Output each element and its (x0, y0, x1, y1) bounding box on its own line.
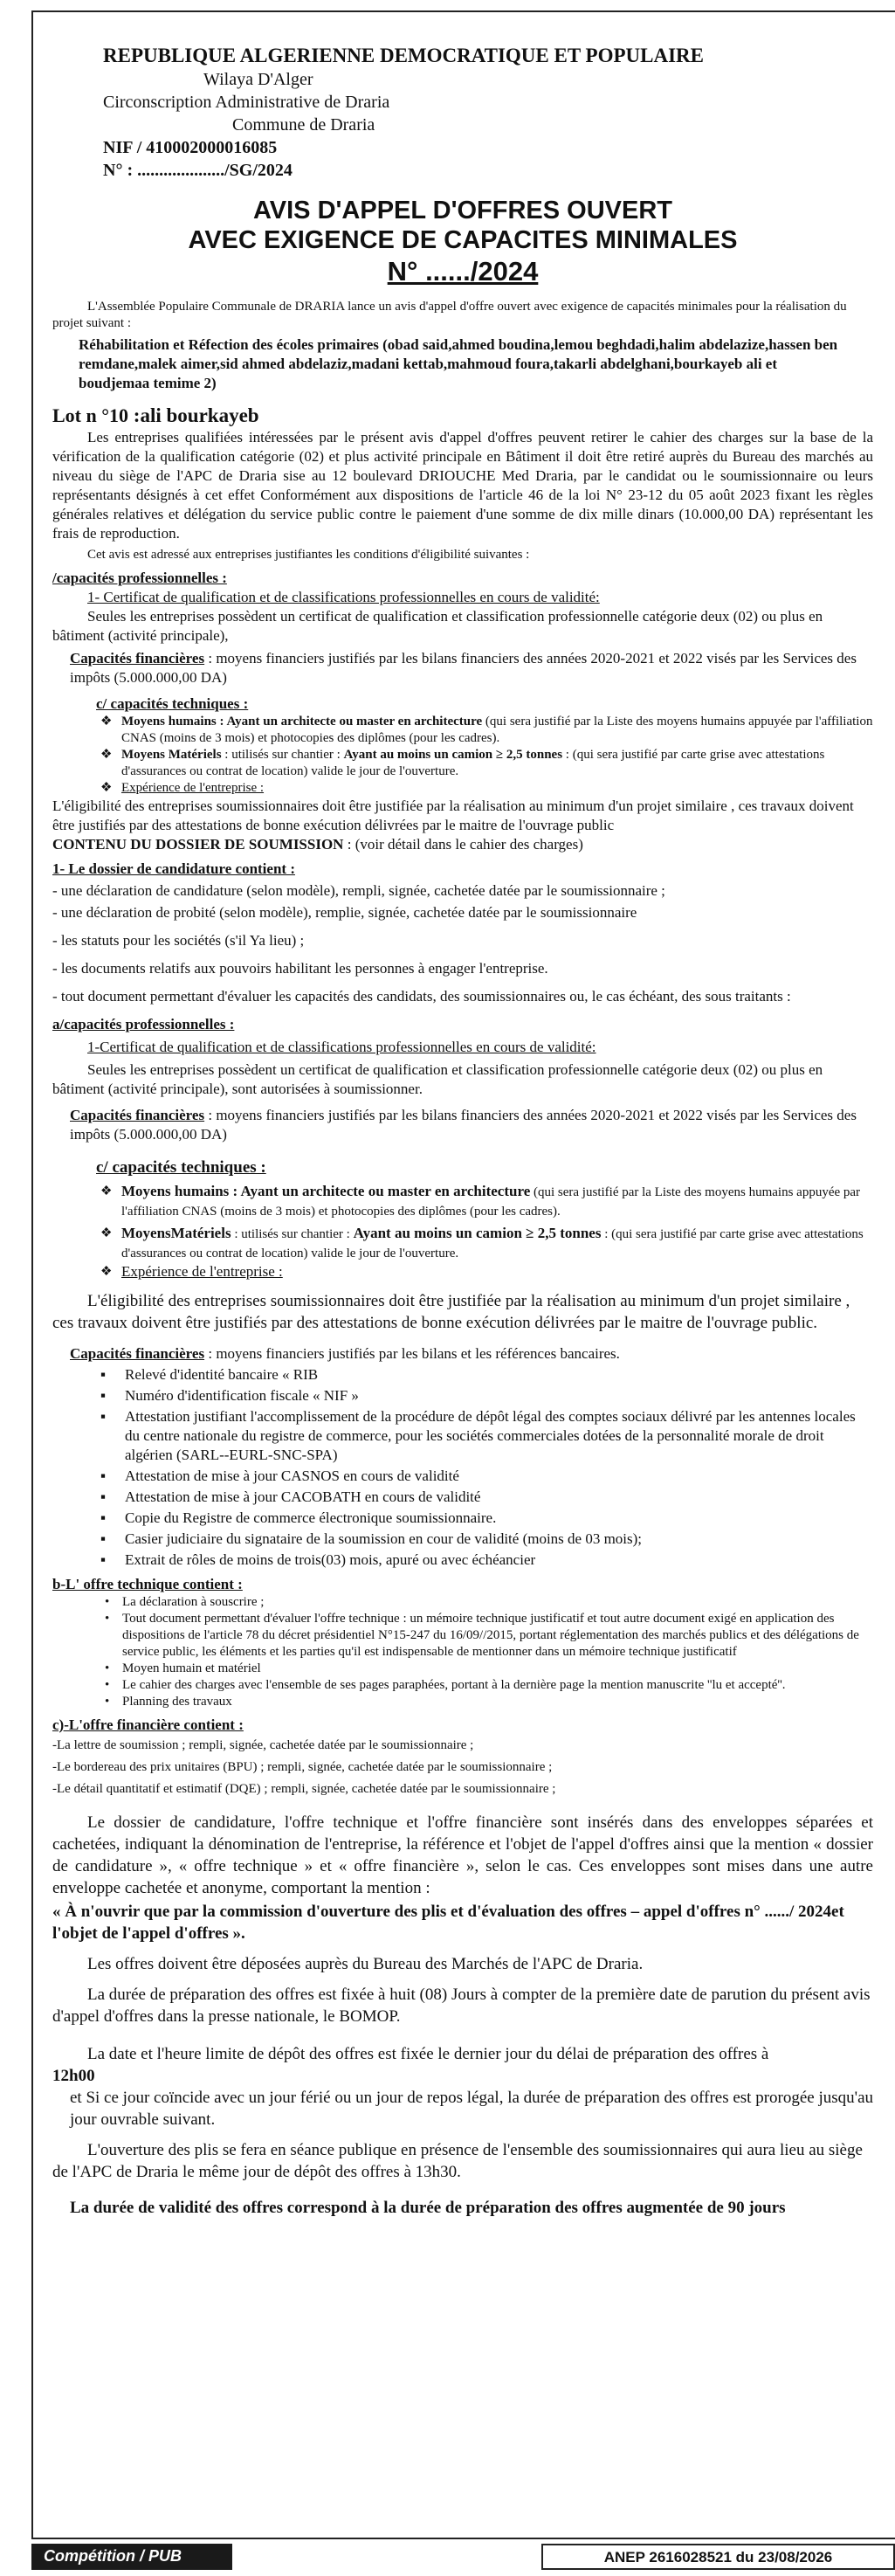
s2-hum-text: (qui sera justifié par la Liste des moyens humains appuyée par l'affiliation CNAS (moins de 3 mois) et photocopies des diplômes (pour les cadres). (121, 1185, 861, 1219)
s1-contenu (52, 835, 873, 854)
s2-doc-1: ▪ Numéro d'identification fiscale « NIF » (100, 1386, 873, 1405)
title-line-2: AVEC EXIGENCE DE CAPACITES MINIMALES (188, 226, 738, 254)
s2-doc-3: ▪ Attestation de mise à jour CASNOS en cours de validité (100, 1467, 873, 1486)
header-commune: Commune de Draria (232, 115, 375, 135)
s1-hum-text: (qui sera justifié par la Liste des moyens humains appuyée par l'affiliation CNAS (moins de 3 mois) et photocopies des diplômes (pour les cadres). (121, 715, 873, 745)
closing-p7: L'ouverture des plis se fera en séance publique en présence de l'ensemble des soumissionnaires qui aura lieu au siège de l'APC de Draria le même jour de dépôt des offres à 13h30. (52, 2141, 863, 2181)
s2-item1: 1-Certificat de qualification et de classifications professionnelles en cours de validité: (87, 1039, 596, 1055)
s1-tech-experience (100, 780, 873, 797)
s2-doc-5: ▪ Copie du Registre de commerce électronique soumissionnaire. (100, 1509, 873, 1528)
s2-docs-list (100, 1365, 873, 1570)
s1-contenu-text: : (voir détail dans le cahier des charges) (343, 836, 583, 853)
s1-mat-label: Moyens Matériels (121, 748, 222, 762)
s2-tech-materiel (100, 1224, 873, 1262)
offre-fin-item-1: -Le bordereau des prix unitaires (BPU) ; rempli, signée, cachetée datée par le soumissionnaire ; (52, 1760, 553, 1774)
s1-tech-heading: c/ capacités techniques : (96, 695, 249, 712)
s2-tech-humain (100, 1182, 873, 1220)
s2-mat-label: MoyensMatériels (121, 1225, 231, 1241)
closing-p6: et Si ce jour coïncide avec un jour férié ou un jour de repos légal, la durée de préparation des offres est prorogée jusqu'au jour ouvrable suivant. (70, 2089, 874, 2129)
s2-tech-list (100, 1182, 873, 1281)
s1-mat-text: : (qui sera justifié par carte grise avec attestations d'assurances ou contrat de location) valide le jour de l'ouverture. (121, 748, 825, 778)
s1-contenu-bold: CONTENU DU DOSSIER DE SOUMISSION (52, 836, 344, 853)
s1-fin-text: : moyens financiers justifiés par les bilans financiers des années 2020-2021 et 2022 visés par les Services des impôts (5.000.000,00 DA) (70, 650, 857, 686)
header-wilaya: Wilaya D'Alger (203, 70, 313, 89)
dossier-item-4: - tout document permettant d'évaluer les capacités des candidats, des soumissionnaires ou, le cas échéant, des sous traitants : (52, 988, 791, 1005)
dossier-list (52, 881, 873, 1006)
dossier-heading: 1- Le dossier de candidature contient : (52, 860, 295, 877)
s1-item1: 1- Certificat de qualification et de classifications professionnelles en cours de validité: (87, 589, 600, 605)
closing-p5b: 12h00 (52, 2067, 95, 2085)
s2-doc-7: ▪ Extrait de rôles de moins de trois(03) mois, apuré ou avec échéancier (100, 1550, 873, 1570)
s1-tech-materiel (100, 747, 873, 780)
s2-text: Seules les entreprises possèdent un certificat de qualification et classification professionnelle catégorie deux (02) ou plus en bâtiment (activité principale), sont autorisées à soumissionner. (52, 1061, 823, 1097)
closing-p8: La durée de validité des offres correspond à la durée de préparation des offres augmentée de 90 jours (70, 2199, 786, 2217)
dossier-item-2: - les statuts pour les sociétés (s'il Ya lieu) ; (52, 932, 305, 949)
s2-fin-text: : moyens financiers justifiés par les bilans financiers des années 2020-2021 et 2022 visés par les Services des impôts (5.000.000,00 DA) (70, 1107, 857, 1143)
offre-tech-list (105, 1594, 873, 1710)
s2-doc-2: ▪ Attestation justifiant l'accomplissement de la procédure de dépôt légal des comptes sociaux délivré par les antennes locales du centre nationale du registre de commerce, pour les sociétés commerciales dotées de la personnalité morale de droit algérien (SARL--EURL-SNC-SPA) (100, 1407, 873, 1465)
s1-mat-bold: Ayant au moins un camion ≥ 2,5 tonnes (343, 748, 563, 762)
offre-tech-item-4: • Planning des travaux (105, 1694, 873, 1710)
header-nif: NIF / 410002000016085 (103, 138, 278, 157)
intro-text: L'Assemblée Populaire Communale de DRARIA lance un avis d'appel d'offre ouvert avec exigence de capacités minimales pour la réalisation du projet suivant : (52, 300, 847, 330)
header-block (103, 44, 873, 182)
s2-fin2-label: Capacités financières (70, 1345, 205, 1362)
s1-heading: /capacités professionnelles : (52, 570, 227, 586)
offre-fin-item-0: -La lettre de soumission ; rempli, signée, cachetée datée par le soumissionnaire ; (52, 1738, 474, 1752)
header-republique: REPUBLIQUE ALGERIENNE DEMOCRATIQUE ET POPULAIRE (103, 45, 704, 66)
s2-exp: Expérience de l'entreprise : (121, 1263, 283, 1280)
notice-content (52, 44, 873, 2219)
s1-fin-label: Capacités financières (70, 650, 205, 666)
offre-tech-item-2: • Moyen humain et matériel (105, 1661, 873, 1677)
s2-doc-4: ▪ Attestation de mise à jour CACOBATH en cours de validité (100, 1488, 873, 1507)
s1-mat-mid: : utilisés sur chantier : (221, 748, 344, 762)
dossier-item-1: - une déclaration de probité (selon modèle), remplie, signée, cachetée datée par le soumissionnaire (52, 904, 637, 921)
header-circonscription: Circonscription Administrative de Draria (103, 93, 390, 112)
title-line-1: AVIS D'APPEL D'OFFRES OUVERT (252, 197, 672, 224)
footer-competition-badge: Compétition / PUB (31, 2544, 232, 2570)
s2-exp-text: L'éligibilité des entreprises soumissionnaires doit être justifiée par la réalisation au minimum d'un projet similaire , ces travaux doivent être justifiés par des attestations de bonne exécution délivrées par le maitre de l'ouvrage public. (52, 1292, 850, 1332)
offre-tech-heading: b-L' offre technique contient : (52, 1576, 243, 1592)
s1-text: Seules les entreprises possèdent un certificat de qualification et classification professionnelle catégorie deux (02) ou plus en bâtiment (activité principale), (52, 608, 823, 644)
s2-hum-label: Moyens humains : Ayant un architecte ou master en architecture (121, 1183, 531, 1199)
s1-hum-label: Moyens humains : Ayant un architecte ou master en architecture (121, 715, 483, 729)
closing-p1: Le dossier de candidature, l'offre technique et l'offre financière sont insérés dans des enveloppes séparées et cachetées, indiquant la dénomination de l'entreprise, la référence et l'objet de l'appel d'offres ainsi que la mention « dossier de candidature », « offre technique » et « offre financière », selon le cas. Ces enveloppes sont mises dans une autre enveloppe cachetée et anonyme, comportant la mention : (52, 1813, 873, 1897)
s2-tech-experience (100, 1262, 873, 1281)
dossier-item-0: - une déclaration de candidature (selon modèle), rempli, signée, cachetée datée par le soumissionnaire ; (52, 882, 665, 899)
retrait-paragraph: Les entreprises qualifiées intéressées par le présent avis d'appel d'offres peuvent retirer le cahier des charges sur la base de la vérification de la qualification catégorie (02) et plus activité principale en Bâtiment il doit être retiré auprès du Bureau des marchés au niveau du siège de l'APC de Draria sise au 12 boulevard DRIOUCHE Med Draria, par le candidat ou le soumissionnaire ou leurs représentants désignés à cet effet Conformément aux dispositions de l'article 46 de la loi N° 23-12 du 05 août 2023 fixant les règles générales relatives et délégation du service public contre le paiement d'une somme de dix mille dinars (10.000,00 DA) représentant les frais de reproduction. (52, 429, 873, 542)
footer-anep-reference: ANEP 2616028521 du 23/08/2026 (541, 2544, 895, 2570)
s2-heading: a/capacités professionnelles : (52, 1016, 235, 1032)
s2-mat-bold: Ayant au moins un camion ≥ 2,5 tonnes (353, 1225, 602, 1241)
offre-tech-item-1: • Tout document permettant d'évaluer l'offre technique : un mémoire technique justificatif et tout autre document exigé en application des dispositions de l'article 78 du décret présidentiel N°15-247 du 16/09//2015, portant réglementation des marchés publics et des délégations de service public, les éléments et les parties qu'il est indispensable de mentionner dans un mémoire technique justificatif (105, 1611, 873, 1661)
s2-mat-text: : (qui sera justifié par carte grise avec attestations d'assurances ou contrat de location) valide le jour de l'ouverture. (121, 1227, 864, 1260)
s2-financial-2 (70, 1344, 873, 1364)
s2-doc-6: ▪ Casier judiciaire du signataire de la soumission en cour de validité (moins de 03 mois); (100, 1530, 873, 1549)
lot-heading (52, 404, 873, 428)
s2-fin2-text: : moyens financiers justifiés par les bilans et les références bancaires. (204, 1345, 620, 1362)
lot-number: Lot n °10 (52, 404, 129, 426)
s2-fin-label: Capacités financières (70, 1107, 205, 1123)
s2-financial (70, 1106, 873, 1144)
offre-fin-item-2: -Le détail quantitatif et estimatif (DQE) ; rempli, signée, cachetée datée par le soumissionnaire ; (52, 1782, 556, 1796)
offre-fin-list (52, 1737, 873, 1798)
s2-doc-0: ▪ Relevé d'identité bancaire « RIB (100, 1365, 873, 1385)
project-title: Réhabilitation et Réfection des écoles primaires (obad said,ahmed boudina,lemou beghdadi,halim abdelazize,hassen ben remdane,malek aimer,sid ahmed abdelaziz,madani kettab,mahmoud foura,takarli abdelghani,bourkayeb ali et boudjemaa temime 2) (79, 336, 838, 391)
eligibilite-intro: Cet avis est adressé aux entreprises justifiantes les conditions d'éligibilité suivantes : (87, 548, 530, 562)
s1-tech-humain (100, 714, 873, 747)
s1-exp-text: L'éligibilité des entreprises soumissionnaires doit être justifiée par la réalisation au minimum d'un projet similaire , ces travaux doivent être justifiés par des attestations de bonne exécution délivrées par le maitre de l'ouvrage public (52, 798, 854, 833)
s1-exp: Expérience de l'entreprise : (121, 781, 265, 795)
s2-tech-heading: c/ capacités techniques : (96, 1158, 266, 1177)
title-line-3: N° ....../2024 (387, 256, 539, 287)
dossier-item-3: - les documents relatifs aux pouvoirs habilitant les personnes à engager l'entreprise. (52, 960, 548, 977)
closing-p2: « À n'ouvrir que par la commission d'ouverture des plis et d'évaluation des offres – appel d'offres n° ....../ 2024et l'objet de l'appel d'offres ». (52, 1903, 844, 1943)
lot-name: :ali bourkayeb (133, 404, 259, 426)
offre-fin-heading: c)-L'offre financière contient : (52, 1716, 244, 1733)
s2-mat-mid: : utilisés sur chantier : (231, 1227, 354, 1241)
closing-p3: Les offres doivent être déposées auprès du Bureau des Marchés de l'APC de Draria. (87, 1955, 644, 1973)
closing-p4: La durée de préparation des offres est fixée à huit (08) Jours à compter de la première date de parution du présent avis d'appel d'offres dans la presse nationale, le BOMOP. (52, 1986, 871, 2026)
closing-p5: La date et l'heure limite de dépôt des offres est fixée le dernier jour du délai de préparation des offres à (87, 2045, 769, 2063)
header-numero: N° : ..................../SG/2024 (103, 161, 293, 180)
s1-financial (70, 649, 873, 687)
s1-tech-list (100, 714, 873, 797)
offre-tech-item-3: • Le cahier des charges avec l'ensemble de ses pages paraphées, portant à la dernière page la mention manuscrite ''lu et accepté''. (105, 1677, 873, 1694)
offre-tech-item-0: • La déclaration à souscrire ; (105, 1594, 873, 1611)
